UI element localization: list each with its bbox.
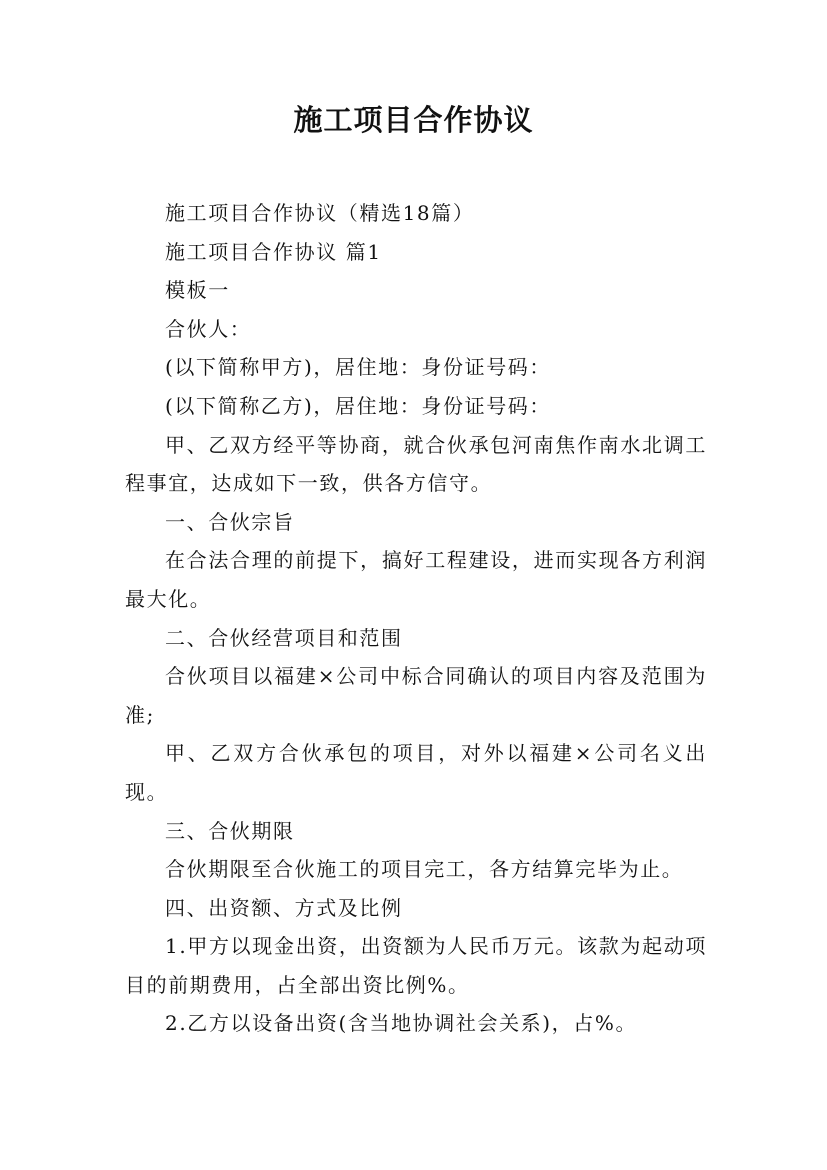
paragraph-party-a: (以下简称甲方)，居住地：身份证号码： — [165, 355, 552, 380]
paragraph-section-heading: 施工项目合作协议 篇1 — [165, 239, 382, 264]
paragraph-partners-label: 合伙人： — [165, 316, 252, 341]
heading-contribution: 四、出资额、方式及比例 — [165, 895, 403, 920]
paragraph-template-label: 模板一 — [165, 278, 230, 303]
heading-purpose: 一、合伙宗旨 — [165, 509, 295, 534]
paragraph-scope-2: 甲、乙双方合伙承包的项目，对外以福建×公司名义出现。 — [125, 741, 707, 804]
paragraph-contribution-a: 1.甲方以现金出资，出资额为人民币万元。该款为起动项目的前期费用，占全部出资比例%。 — [125, 934, 707, 997]
document-body — [125, 194, 707, 1043]
paragraph-contribution-b: 2.乙方以设备出资(含当地协调社会关系)，占%。 — [165, 1011, 638, 1036]
paragraph-scope-1: 合伙项目以福建×公司中标合同确认的项目内容及范围为准; — [125, 664, 707, 727]
paragraph-agreement-intro: 甲、乙双方经平等协商，就合伙承包河南焦作南水北调工程事宜，达成如下一致，供各方信守。 — [125, 432, 707, 496]
document-title: 施工项目合作协议 — [293, 103, 534, 137]
heading-term: 三、合伙期限 — [165, 818, 295, 843]
paragraph-term: 合伙期限至合伙施工的项目完工，各方结算完毕为止。 — [165, 857, 684, 882]
paragraph-subtitle: 施工项目合作协议（精选18篇） — [165, 201, 475, 225]
paragraph-party-b: (以下简称乙方)，居住地：身份证号码： — [165, 393, 552, 418]
heading-scope: 二、合伙经营项目和范围 — [165, 625, 403, 650]
paragraph-purpose: 在合法合理的前提下，搞好工程建设，进而实现各方利润最大化。 — [125, 548, 707, 611]
